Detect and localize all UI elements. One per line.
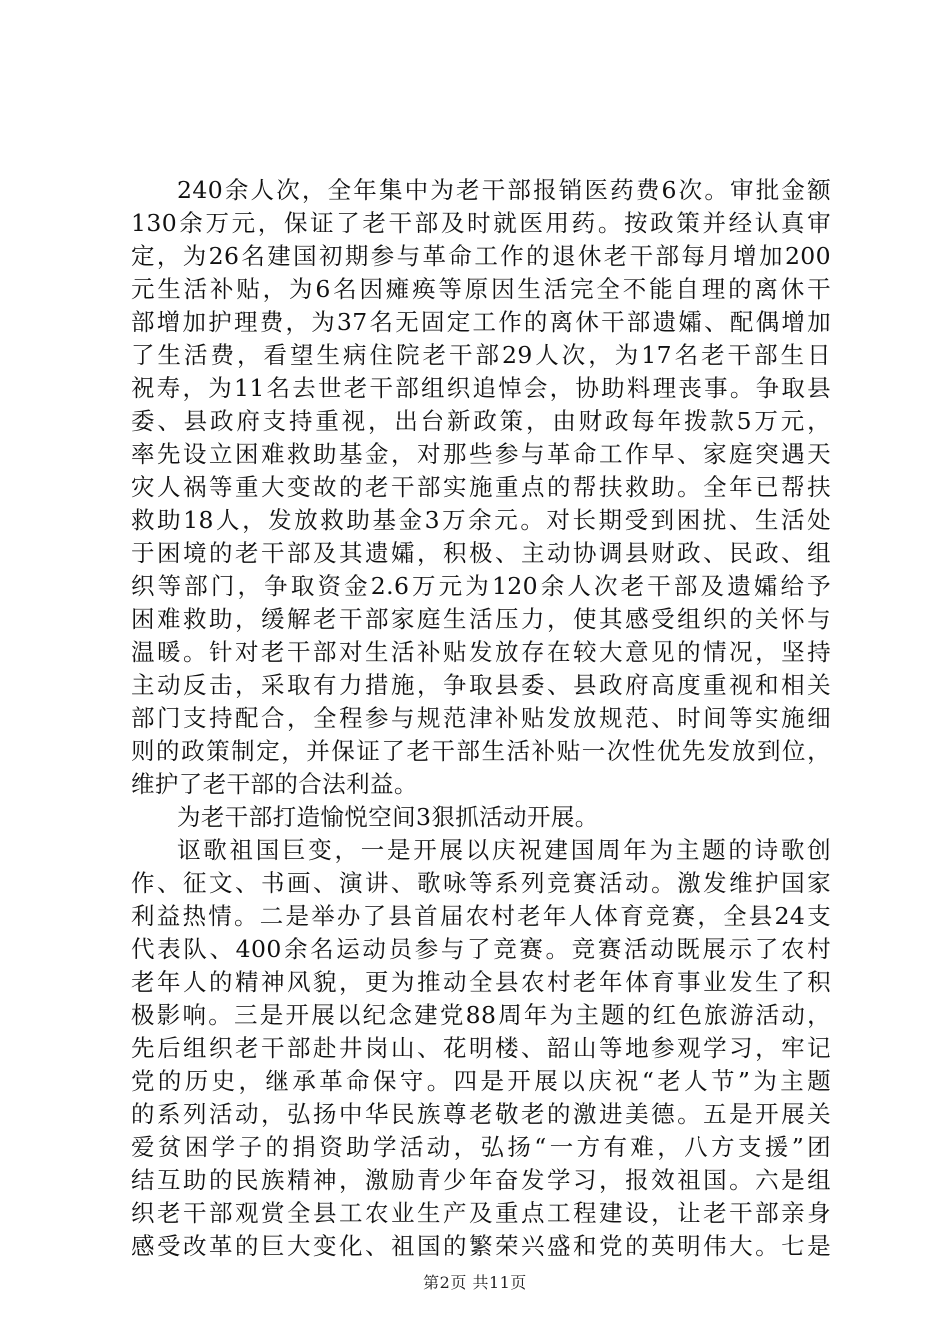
text-line: 困难救助，缓解老干部家庭生活压力，使其感受组织的关怀与 [131,605,831,633]
text-line: 代表队、400余名运动员参与了竞赛。竞赛活动既展示了农村 [131,935,831,963]
text-line: 救助18人，发放救助基金3万余元。对长期受到困扰、生活处 [131,506,831,534]
text-line: 灾人祸等重大变故的老干部实施重点的帮扶救助。全年已帮扶 [131,473,831,501]
text-line: 温暖。针对老干部对生活补贴发放存在较大意见的情况，坚持 [131,638,831,666]
text-line: 率先设立困难救助基金，对那些参与革命工作早、家庭突遇天 [131,440,831,468]
text-line: 为老干部打造愉悦空间3狠抓活动开展。 [177,803,599,831]
text-line: 维护了老干部的合法利益。 [131,770,418,798]
text-line: 部门支持配合，全程参与规范津补贴发放规范、时间等实施细 [131,704,831,732]
text-line: 极影响。三是开展以纪念建党88周年为主题的红色旅游活动， [131,1001,831,1029]
text-line: 委、县政府支持重视，出台新政策，由财政每年拨款5万元， [131,407,831,435]
text-line: 于困境的老干部及其遗孀，积极、主动协调县财政、民政、组 [131,539,831,567]
text-line: 主动反击，采取有力措施，争取县委、县政府高度重视和相关 [131,671,831,699]
text-line: 织等部门，争取资金2.6万元为120余人次老干部及遗孀给予 [131,572,831,600]
text-line: 240余人次，全年集中为老干部报销医药费6次。审批金额 [177,176,831,204]
text-line: 讴歌祖国巨变，一是开展以庆祝建国周年为主题的诗歌创 [177,836,831,864]
text-line: 的系列活动，弘扬中华民族尊老敬老的激进美德。五是开展关 [131,1100,831,1128]
text-line: 则的政策制定，并保证了老干部生活补贴一次性优先发放到位， [131,737,831,765]
text-line: 祝寿，为11名去世老干部组织追悼会，协助料理丧事。争取县 [131,374,831,402]
text-line: 利益热情。二是举办了县首届农村老年人体育竞赛，全县24支 [131,902,831,930]
text-line: 定，为26名建国初期参与革命工作的退休老干部每月增加200 [131,242,831,270]
text-line: 老年人的精神风貌，更为推动全县农村老年体育事业发生了积 [131,968,831,996]
page-footer: 第2页 共11页 [423,1273,527,1292]
document-body [131,174,831,1263]
text-line: 先后组织老干部赴井岗山、花明楼、韶山等地参观学习，牢记 [131,1034,831,1062]
text-line: 作、征文、书画、演讲、歌咏等系列竞赛活动。激发维护国家 [131,869,831,897]
text-line: 了生活费，看望生病住院老干部29人次，为17名老干部生日 [131,341,831,369]
text-line: 党的历史，继承革命保守。四是开展以庆祝“老人节”为主题 [131,1067,831,1095]
text-line: 织老干部观赏全县工农业生产及重点工程建设，让老干部亲身 [131,1199,831,1227]
text-line: 结互助的民族精神，激励青少年奋发学习，报效祖国。六是组 [131,1166,831,1194]
text-line: 爱贫困学子的捐资助学活动，弘扬“一方有难，八方支援”团 [131,1133,831,1161]
text-line: 部增加护理费，为37名无固定工作的离休干部遗孀、配偶增加 [131,308,831,336]
text-line: 元生活补贴，为6名因瘫痪等原因生活完全不能自理的离休干 [131,275,831,303]
text-line: 130余万元，保证了老干部及时就医用药。按政策并经认真审 [131,209,831,237]
text-line: 感受改革的巨大变化、祖国的繁荣兴盛和党的英明伟大。七是 [131,1232,831,1260]
